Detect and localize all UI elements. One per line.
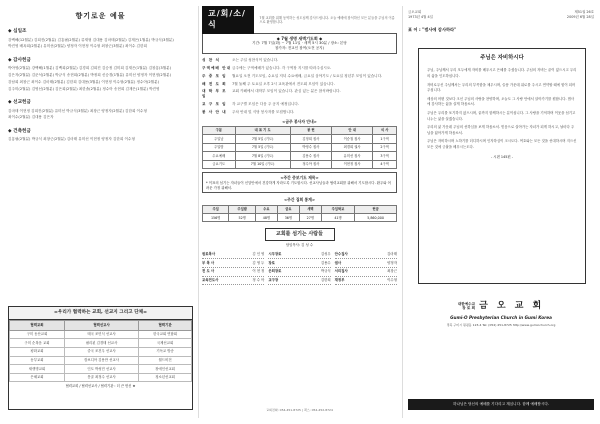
motto: 표 어 : "범사에 감사하라" <box>408 27 457 33</box>
offering-section-tithe <box>8 29 193 50</box>
column-divider <box>402 6 403 418</box>
meditation-title: 주님은 자비하시다 <box>480 55 524 61</box>
list-item: 교 구 모 임 각 교구별 모임은 다음 주 공지 예정입니다. <box>202 102 300 107</box>
attendance-table: 주일 주일밤 수요 금요 새벽 주일학교 헌금 156명 52명 48명 36명 27명 41명 5,860,000 <box>202 205 397 223</box>
offering-column <box>8 10 193 414</box>
news-column <box>202 10 397 414</box>
table-row: 156명 52명 48명 36명 27명 41명 5,860,000 <box>203 214 397 222</box>
contact-footer: 교회전화: 054-451-8725 | 팩스: 054-452-8724 <box>266 407 333 412</box>
table-row: 구미 순복음 교회 필리핀 김경태 선교사 국제선교회 <box>10 339 192 348</box>
church-identity <box>408 300 594 327</box>
list-item: 전 도 사 이 현 정 <box>202 268 264 277</box>
list-item: 권사 양정자 <box>335 259 397 268</box>
list-item: 대 학 부 모 임 교회 카페에서 대학부 모임이 있습니다. 관심 있는 분은 참석바랍니다. <box>202 89 341 99</box>
partner-title: =우리가 협력하는 교회, 선교지 그리고 단체= <box>9 307 192 320</box>
list-item: 은퇴장로 박규식 <box>268 268 330 277</box>
section-line: 김은자(2월분) 김준석(2월분) 박규식 송현희(2월분) 박정희 신승경(1월분) 유미선 양정자 이현정(2월분) <box>8 73 172 78</box>
list-item: 교구장 김한희 <box>268 277 330 286</box>
meditation-paragraph: 주님, 주님께서 우리 모두에게 자비를 베푸시고 은혜를 주셨습니다. 주님의 자비는 끝이 없으시고 우리의 삶을 인도하십니다. <box>427 68 577 78</box>
church-english-name: Gumi-O Presbyterian Church in Gumi Korea <box>450 315 552 321</box>
dawn-prayer-line: 기간: 7월 7일(화) ~ 7월 11일 · 새벽 5시 30분 / 장소: 본당 <box>252 41 347 46</box>
list-item: 장로 김용수 <box>268 259 330 268</box>
column-divider <box>198 6 199 418</box>
list-item: 원로목사 김 인 영 <box>202 251 264 260</box>
list-item: 시무장로 김성우 <box>268 251 330 260</box>
meditation-box <box>418 48 586 284</box>
section-line: 강남희 최창근 최이수 김마태(2월분) 김한희 김대용(3월분) 이현정 이수형(2월분) 정수아(2월분) <box>8 79 160 84</box>
staff-grid <box>202 251 397 285</box>
partner-table <box>9 320 192 382</box>
issue-info <box>408 10 594 19</box>
section-line: 김마태 이현정 김희진(2월분) 유미선 박규식(3월분) 최창근 양정자(2월분) 김한희 이수형 <box>8 108 147 113</box>
issue-number: 제51권 26호 2009년 6월 28일 <box>566 10 594 19</box>
list-item: 성 찬 식 오는 주일 성찬식이 있습니다. <box>202 58 279 63</box>
table-row: 동부교회 캄보디아 김용만 선교사 월드비전 <box>10 356 192 365</box>
section-line: 최이수(2월분) 김대용 김은자 <box>8 115 54 120</box>
dawn-prayer-title: ◆ 7월 생명 새벽기도회 ◆ <box>276 36 323 41</box>
list-item: 봉 사 안 내 주차 안내 및 식당 봉사자를 모집합니다. <box>202 109 295 114</box>
meditation-source: - 시편 145편 - <box>491 154 513 159</box>
section-line: 강백해(12월분) 김희진(2월분) 김흥필(2월분) 류재형 김대용 김마태(2월분) 김재은(1월분) 박규식(3월분) <box>8 37 174 42</box>
table-row: 은혜교회 몽골 최정수 선교사 청소년선교회 <box>10 373 192 382</box>
partner-footer: 협력교회 / 협력선교사 / 협력기관 : 더 큰 헌신 ★ <box>65 384 136 389</box>
servers-table: 구분 대 표 기 도 봉 헌 안 내 식 사 주일낮 7월 5일 (기도) 김정희 집사 이승철 집사 1구역 주일밤 7월 5일 (기도) 박영수 집사 최경희 권사 2구역 수요예배 7월 8일 (기도) 김용수 집사 유미선 집사 3구역 금요기도 7월 10일 (기도) 정수아 집사 이현정 집사 4구역 <box>202 126 397 169</box>
list-item: 배 전 도 회 7월 둘째 주 토요일 오후 2시 교육관에서 전도회 모임이 있습니다. <box>202 81 335 86</box>
church-name: 금 오 교 회 <box>479 301 545 311</box>
partner-header: 협력교회 <box>10 321 65 331</box>
partner-header: 협력선교사 <box>64 321 138 331</box>
offering-section-thanks <box>8 58 193 92</box>
section-heading: ◆ 감사헌금 <box>8 58 31 64</box>
list-item: 부 목 사 김 영 두 <box>202 259 264 268</box>
partner-churches-box <box>8 306 193 410</box>
meditation-paragraph: 주님은 자비하시며 노하기를 더디하시며 인자하심이 크시도다. 여호와는 모든 것을 선대하시며 지으신 모든 것에 긍휼을 베푸시는도다. <box>427 139 577 149</box>
table-row: 평화교회 중국 조건우 선교사 기독교 방송 <box>10 347 192 356</box>
servers-title: <금주 봉사자 안내> <box>282 118 317 124</box>
table-row: 주일밤 7월 5일 (기도) 박영수 집사 최경희 권사 2구역 <box>203 143 397 151</box>
announcements-list <box>202 58 397 115</box>
partner-header: 협력기관 <box>139 321 192 331</box>
list-item: 주 중 모 임 월요일 오전 기도모임, 수요일 저녁 수요예배, 금요일 심야기도 / 토요일 청년부 모임이 있습니다. <box>202 73 383 78</box>
prayer-box <box>202 172 397 193</box>
prayer-title: <주간 중보기도 제목> <box>280 175 319 181</box>
table-row: 수요예배 7월 8일 (기도) 김용수 집사 유미선 집사 3구역 <box>203 152 397 160</box>
section-heading: ◆ 건축헌금 <box>8 129 31 134</box>
news-label: 교/회/소/식 <box>202 6 254 34</box>
list-item: 서리집사 최창근 <box>335 268 397 277</box>
list-item: 안수집사 김마태 <box>335 251 397 260</box>
news-header-note: 7월 교회를 위해 동역하는 성도님께 감사드립니다. 오늘 예배에 참석하신 모든 분들을 주님의 이름으로 환영합니다. <box>259 15 395 24</box>
offering-section-building <box>8 129 193 143</box>
invitation-banner: 하나님은 당신의 예배를 기다리고 계십니다. 함께 예배합시다. <box>408 399 594 410</box>
meditation-paragraph: 주님은 우리를 포기하지 않으시며, 끝까지 함께하시는 분이십니다. 그 사랑을 기억하며 이웃을 섬기고 나누는 삶을 살겠습니다. <box>427 110 576 121</box>
dawn-prayer-box <box>202 33 397 54</box>
meditation-paragraph: 우리의 삶 가운데 주님의 선하심을 보게 하옵소서. 믿음으로 살아가는 자녀가 되게 하시고, 날마다 주님을 닮아가게 하옵소서. <box>427 125 575 135</box>
list-item: 구역예배 안내 금주에는 구역예배가 있습니다. 각 구역장 지시를 따라주십시오. <box>202 65 332 70</box>
section-line: 김흥필(2월분) 박규식 최창근(2월분) 김마태 유미선 이현정 양정자 김한희 이수형 <box>8 137 135 142</box>
staff-subtitle: 담임목사: 김 성 수 <box>285 243 314 248</box>
attendance-title: <주간 집회 통계> <box>283 197 315 203</box>
table-row: 주일낮 7월 5일 (기도) 김정희 집사 이승철 집사 1구역 <box>203 135 397 143</box>
section-line: 김주미(2월분) 김영선(2월분) 김은희(2월분) 최한솔(2월분) 정수아 송현희 김재은(1월분) 박진영 <box>8 86 160 91</box>
founded-date: 금오교회 1973년 4월 4일 <box>408 10 433 19</box>
table-row: 새생명교회 인도 박성민 선교사 장애인선교회 <box>10 365 192 374</box>
table-row: 구미 동산교회 태국 조민식 선교사 한국교회 연합회 <box>10 330 192 339</box>
offering-section-mission <box>8 100 193 121</box>
cover-column <box>408 10 594 414</box>
meditation-paragraph: 자비로우신 주님께서는 우리의 부족함을 채우시며, 슬픔 가운데 위로를 주시고 연약할 때에 힘이 되어 주십니다. <box>427 82 576 93</box>
staff-title: 교회를 섬기는 사람들 <box>265 228 335 241</box>
list-item: 교육전도사 정 수 아 <box>202 277 264 286</box>
list-item: 재정부 이수형 <box>335 277 397 286</box>
section-line: 박아영(2월분) 강백해(1월분) 김백희(2월분) 김경희 김희진 김승정 김미희 김재은(1월분) 김창흥(3월분) <box>8 66 172 71</box>
section-heading: ◆ 선교헌금 <box>8 100 31 106</box>
meditation-paragraph: 세상의 어떤 것보다 크신 주님의 사랑을 찬양하며, 오늘도 그 사랑 안에서 살아가기를 원합니다. 범사에 감사하는 삶을 살게 하옵소서. <box>427 96 575 107</box>
table-row: 금요기도 7월 10일 (기도) 정수아 집사 이현정 집사 4구역 <box>203 160 397 168</box>
church-address: 경북 구미시 원평동 123-4 Tel: (054) 451-8725 http://www.gumiochurch.org <box>446 322 556 327</box>
denomination: 대한예수교 장 로 회 <box>457 301 476 311</box>
section-line: 박진영 배옥희(2월분) 유미선(2월분) 양정자 이현정 이수형 최창근(3월분) 최이수 김한희 <box>8 44 147 49</box>
offering-title: 향기로운 예물 <box>75 12 126 20</box>
section-heading: ◆ 십일조 <box>8 29 27 35</box>
prayer-text: * 이표의 섬기는 자녀들이 신앙안에서 건강하게 자라도록 기도합시다. 선교사님들과 협력교회를 위해서 기도합시다. 환우와 어려운 가정 위해서. <box>206 181 391 190</box>
dawn-prayer-line: 참가자: 전교인 참여(오전 공지) <box>274 46 325 51</box>
